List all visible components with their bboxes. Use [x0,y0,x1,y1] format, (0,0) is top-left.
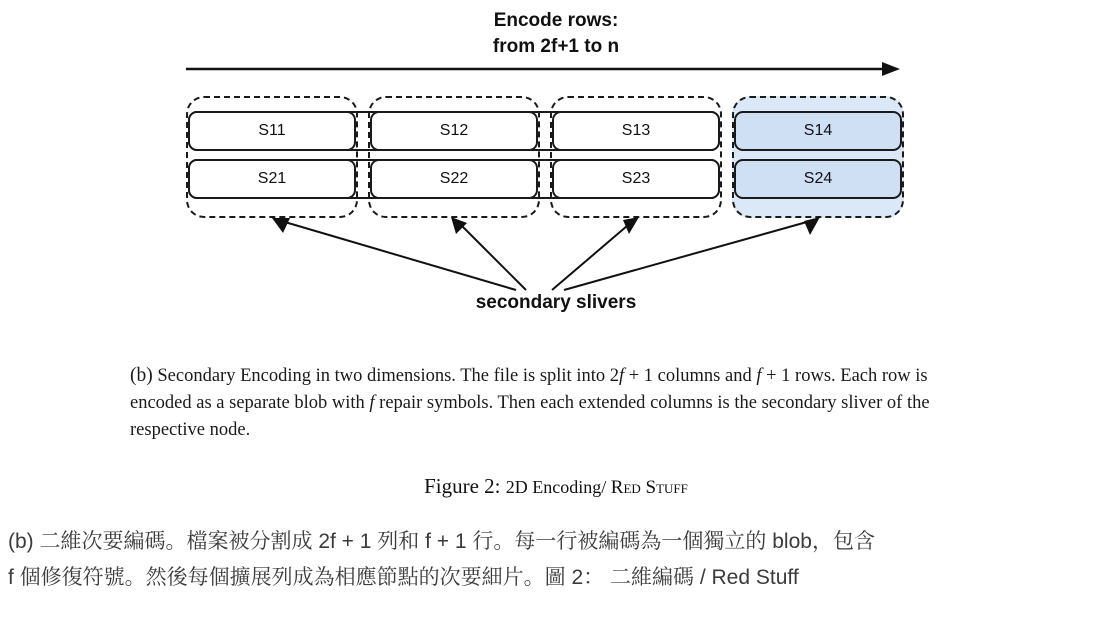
cell-s14: S14 [734,111,902,151]
cell-s23: S23 [552,159,720,199]
cell-s11: S11 [188,111,356,151]
encode-rows-heading-line2: from 2f+1 to n [492,36,620,57]
caption-text-2: + 1 columns and [624,366,757,386]
caption-lead: (b) [130,365,153,386]
translation-line-2: f 個修復符號。然後每個擴展列成為相應節點的次要細片。圖 2： 二維編碼 / Red Stuff [8,566,799,589]
translation-line-1: (b) 二維次要編碼。檔案被分割成 2f + 1 列和 f + 1 行。每一行被編碼為一個獨立的 blob，包含 [8,530,875,553]
caption-text-3: + 1 [761,366,791,386]
figure-title: 2D Encoding/ [505,477,611,497]
translation-block [8,524,1104,596]
caption-italic-f3: f [369,393,375,413]
cell-s24: S24 [734,159,902,199]
cell-s22: S22 [370,159,538,199]
secondary-slivers-label: secondary slivers [475,292,637,313]
figure-number: Figure 2: [424,474,501,498]
cell-s13: S13 [552,111,720,151]
caption-text-6: columns is the secondary sliver of the respective node. [130,393,930,440]
figure-label [0,474,1112,499]
cell-s12: S12 [370,111,538,151]
cell-s21: S21 [188,159,356,199]
sliver-grid [186,96,902,218]
caption-text-1: Secondary Encoding in two dimensions. The file is split into 2 [152,366,619,386]
caption-italic-f1: f [618,366,625,386]
secondary-sliver-arrows-icon [186,214,902,294]
figure-title-smallcaps: Red Stuff [610,477,688,498]
caption-italic-f2: f [756,366,762,386]
encode-direction-arrow-icon [186,58,900,80]
encode-rows-heading [0,8,1112,60]
caption-text-4: rows. Each row is encoded as a separate blob with [130,366,928,413]
encode-rows-heading-line1: Encode rows: [493,10,619,31]
figure-caption-b [130,362,990,444]
caption-text-5: repair symbols. Then each extended [374,393,646,413]
